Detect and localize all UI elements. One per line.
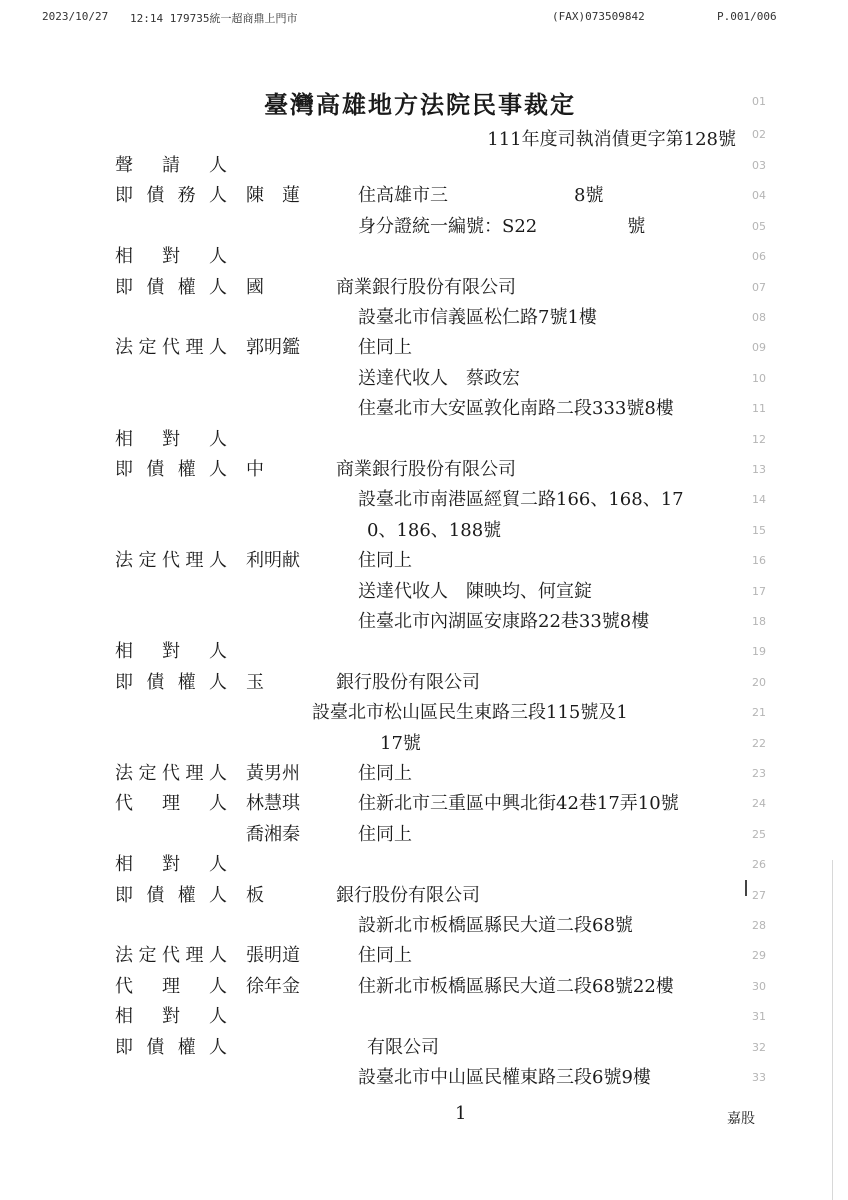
party-name: 林慧琪 xyxy=(246,793,300,815)
party-detail: 設臺北市松山區民生東路三段115號及1 xyxy=(312,702,628,724)
line-number: 21 xyxy=(752,706,766,720)
document-line xyxy=(0,850,848,880)
party-name: 利明献 xyxy=(246,550,300,572)
party-name: 徐年金 xyxy=(246,975,300,997)
document-line xyxy=(0,1063,848,1093)
line-number: 18 xyxy=(752,615,766,628)
document-line xyxy=(0,333,848,363)
party-name: 喬湘秦 xyxy=(246,823,300,845)
line-number: 06 xyxy=(752,250,766,264)
party-detail: 身分證統一編號：S22 號 xyxy=(358,215,646,237)
party-detail: 送達代收人 蔡政宏 xyxy=(358,367,520,389)
line-number: 03 xyxy=(752,159,766,172)
party-role: 即債務人 xyxy=(115,185,227,207)
party-role: 相對人 xyxy=(115,854,227,876)
party-role: 法定代理人 xyxy=(115,945,227,967)
line-number: 14 xyxy=(752,493,766,507)
line-number: 24 xyxy=(752,797,766,811)
party-role: 法定代理人 xyxy=(115,550,227,572)
document-line xyxy=(0,820,848,850)
fax-time-sender: 12:14 179735統一超商鼎上門市 xyxy=(130,12,298,25)
party-name: 郭明鑑 xyxy=(246,337,300,359)
line-number: 16 xyxy=(752,554,766,568)
document-line xyxy=(0,577,848,607)
party-name: 中 商業銀行股份有限公司 xyxy=(246,459,516,480)
document-line xyxy=(0,181,848,211)
party-role: 相對人 xyxy=(115,1006,227,1028)
party-detail: 住臺北市內湖區安康路22巷33號8樓 xyxy=(358,611,650,632)
party-role: 聲 請 人 xyxy=(115,155,227,176)
party-detail: 0、186、188號 xyxy=(367,519,502,541)
line-number: 17 xyxy=(752,584,766,598)
party-role: 相對人 xyxy=(115,641,227,663)
party-detail: 住同上 xyxy=(358,823,412,845)
party-role: 代理人 xyxy=(115,793,227,815)
line-number: 28 xyxy=(752,919,766,932)
fax-number: (FAX)073509842 xyxy=(552,10,645,23)
party-detail: 住新北市板橋區縣民大道二段68號22樓 xyxy=(358,975,674,997)
scan-edge-line xyxy=(832,860,833,1200)
document-line xyxy=(0,729,848,759)
party-detail: 有限公司 xyxy=(367,1036,439,1058)
document-line xyxy=(0,1002,848,1032)
document-line xyxy=(0,698,848,728)
line-number: 02 xyxy=(752,128,766,141)
line-number: 13 xyxy=(752,463,766,476)
line-number: 22 xyxy=(752,736,766,750)
line-number: 27 xyxy=(752,888,766,902)
document-line xyxy=(0,546,848,576)
document-line xyxy=(0,455,848,485)
party-detail: 住同上 xyxy=(358,550,412,572)
party-detail: 住同上 xyxy=(358,337,412,359)
document-title: 臺灣高雄地方法院民事裁定 xyxy=(264,90,576,119)
document-line xyxy=(0,789,848,819)
line-number: 15 xyxy=(752,523,766,537)
line-number: 04 xyxy=(752,189,766,203)
document-line xyxy=(0,759,848,789)
party-detail: 送達代收人 陳映均、何宣錠 xyxy=(358,580,592,602)
line-number: 11 xyxy=(752,402,766,416)
party-role: 法定代理人 xyxy=(115,337,227,359)
party-detail: 設臺北市信義區松仁路7號1樓 xyxy=(358,307,597,328)
line-number: 30 xyxy=(752,979,766,993)
line-number: 01 xyxy=(752,95,766,108)
line-number: 08 xyxy=(752,311,766,324)
line-number: 20 xyxy=(752,675,766,689)
party-detail: 設臺北市中山區民權東路三段6號9樓 xyxy=(358,1067,651,1088)
document-line xyxy=(0,881,848,911)
footer-stamp: 嘉股 xyxy=(727,1111,755,1127)
line-number: 25 xyxy=(752,827,766,841)
document-line xyxy=(0,941,848,971)
line-number: 26 xyxy=(752,858,766,872)
document-line xyxy=(0,1033,848,1063)
line-number: 05 xyxy=(752,219,766,233)
party-role: 即債權人 xyxy=(115,459,227,480)
party-detail: 住同上 xyxy=(358,945,412,967)
document-line xyxy=(0,668,848,698)
document-line xyxy=(0,516,848,546)
party-role: 相對人 xyxy=(115,428,227,450)
document-line xyxy=(0,151,848,181)
document-line xyxy=(0,637,848,667)
fax-header xyxy=(0,10,848,30)
document-line xyxy=(0,607,848,637)
line-number: 07 xyxy=(752,280,766,294)
document-line xyxy=(0,485,848,515)
line-number: 12 xyxy=(752,432,766,446)
line-number: 09 xyxy=(752,341,766,355)
party-name: 陳 蓮 xyxy=(246,185,300,207)
line-number: 32 xyxy=(752,1040,766,1054)
party-name: 張明道 xyxy=(246,945,300,967)
document-line xyxy=(0,212,848,242)
party-detail: 住同上 xyxy=(358,763,412,784)
document-line xyxy=(0,425,848,455)
document-line xyxy=(0,273,848,303)
case-number: 111年度司執消債更字第128號 xyxy=(487,129,736,150)
party-role: 法定代理人 xyxy=(115,763,227,784)
document-line xyxy=(0,911,848,941)
page-number: 1 xyxy=(455,1103,467,1124)
party-name: 板 銀行股份有限公司 xyxy=(246,884,480,906)
party-detail: 17號 xyxy=(380,732,421,754)
line-number: 10 xyxy=(752,371,766,385)
fax-date: 2023/10/27 xyxy=(42,10,109,23)
party-detail: 設臺北市南港區經貿二路166、168、17 xyxy=(358,489,684,511)
party-role: 代理人 xyxy=(115,975,227,997)
party-detail: 住新北市三重區中興北街42巷17弄10號 xyxy=(358,793,679,815)
party-detail: 住高雄市三 8號 xyxy=(358,185,604,207)
party-name: 玉 銀行股份有限公司 xyxy=(246,671,480,693)
document-line xyxy=(0,364,848,394)
party-detail: 住臺北市大安區敦化南路二段333號8樓 xyxy=(358,398,674,420)
document-line xyxy=(0,242,848,272)
line-number: 33 xyxy=(752,1071,766,1084)
line-number: 29 xyxy=(752,949,766,963)
fax-page-indicator: P.001/006 xyxy=(717,10,777,23)
party-role: 即債權人 xyxy=(115,1036,227,1058)
party-role: 相對人 xyxy=(115,246,227,268)
party-role: 即債權人 xyxy=(115,671,227,693)
document-line xyxy=(0,972,848,1002)
line-number: 19 xyxy=(752,645,766,659)
party-name: 國 商業銀行股份有限公司 xyxy=(246,276,516,298)
scan-mark xyxy=(745,880,747,896)
party-role: 即債權人 xyxy=(115,884,227,906)
party-detail: 設新北市板橋區縣民大道二段68號 xyxy=(358,915,633,936)
document-line xyxy=(0,303,848,333)
document-line xyxy=(0,394,848,424)
party-role: 即債權人 xyxy=(115,276,227,298)
line-number: 31 xyxy=(752,1010,766,1024)
line-number: 23 xyxy=(752,767,766,780)
party-name: 黃男州 xyxy=(246,763,300,784)
